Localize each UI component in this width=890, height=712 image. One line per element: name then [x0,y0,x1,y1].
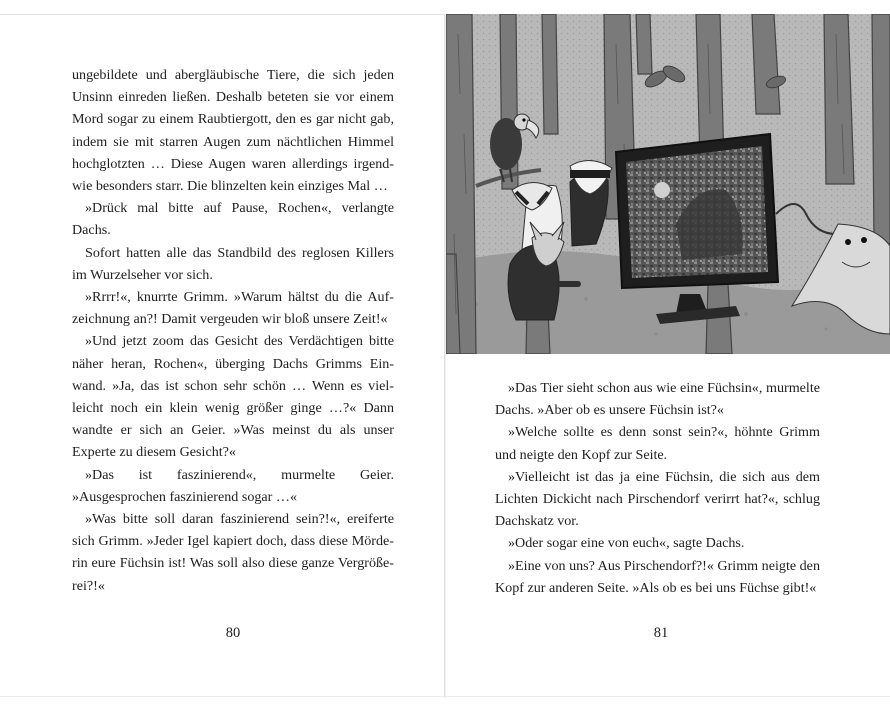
paragraph: ungebildete und abergläubische Tiere, die sich jeden Unsinn einreden ließen. Deshalb beteten sie vor einem Mord sogar zu einem Raubtiergott, den es gar nicht gab, indem sie mit starren Augen zum nächtlichen Himmel hochglotzten … Diese Augen waren allerdings irgendwie besonders starr. Die blinzelten kein einziges Mal … [72,67,394,195]
paragraph: »Und jetzt zoom das Gesicht des Verdächtigen bitte näher heran, Rochen«, überging Dachs Grimms Einwand. »Ja, das ist schon sehr schön … Wenn es vielleicht noch ein klein wenig größer ginge …?« Dann wandte er sich an Geier. »Was meinst du als unser Experte zu diesem Gesicht?« [72,333,394,461]
paragraph: »Das Tier sieht schon aus wie eine Füchsin«, murmelte Dachs. »Aber ob es unsere Füchsin ist?« [495,380,820,419]
bottom-edge-divider [0,696,890,697]
paragraph: »Eine von uns? Aus Pirschendorf?!« Grimm neigte den Kopf zur anderen Seite. »Als ob es bei uns Füchse gibt!« [495,557,820,596]
paragraph: Sofort hatten alle das Standbild des reglosen Killers im Wurzelseher vor sich. [72,244,394,283]
left-page [0,14,444,696]
forest-illustration [446,14,890,354]
right-page [446,14,890,696]
page-number: 80 [225,625,241,641]
paragraph: »Was bitte soll daran faszinierend sein?!«, ereiferte sich Grimm. »Jeder Igel kapiert doch, dass diese Mörderin eure Füchsin ist! Was soll also diese ganze Vergrößerei?!« [72,511,394,594]
paragraph: »Rrrr!«, knurrte Grimm. »Warum hältst du die Aufzeichnung an?! Damit vergeuden wir bloß unsere Zeit!« [72,289,394,328]
paragraph: »Welche sollte es denn sonst sein?«, höhnte Grimm und neigte den Kopf zur Seite. [495,424,820,463]
illustration-drawing [446,14,890,354]
left-page-text [72,64,394,597]
right-page-text [495,377,820,599]
paragraph: »Oder sogar eine von euch«, sagte Dachs. [508,535,745,552]
paragraph: »Das ist faszinierend«, murmelte Geier. »Ausgesprochen faszinierend sogar …« [72,466,394,505]
page-number: 81 [653,625,669,641]
paragraph: »Drück mal bitte auf Pause, Rochen«, verlangte Dachs. [72,200,394,239]
paragraph: »Vielleicht ist das ja eine Füchsin, die sich aus dem Lichten Dickicht nach Pirschendorf verirrt hat?«, schlug Dachskatz vor. [495,468,820,530]
